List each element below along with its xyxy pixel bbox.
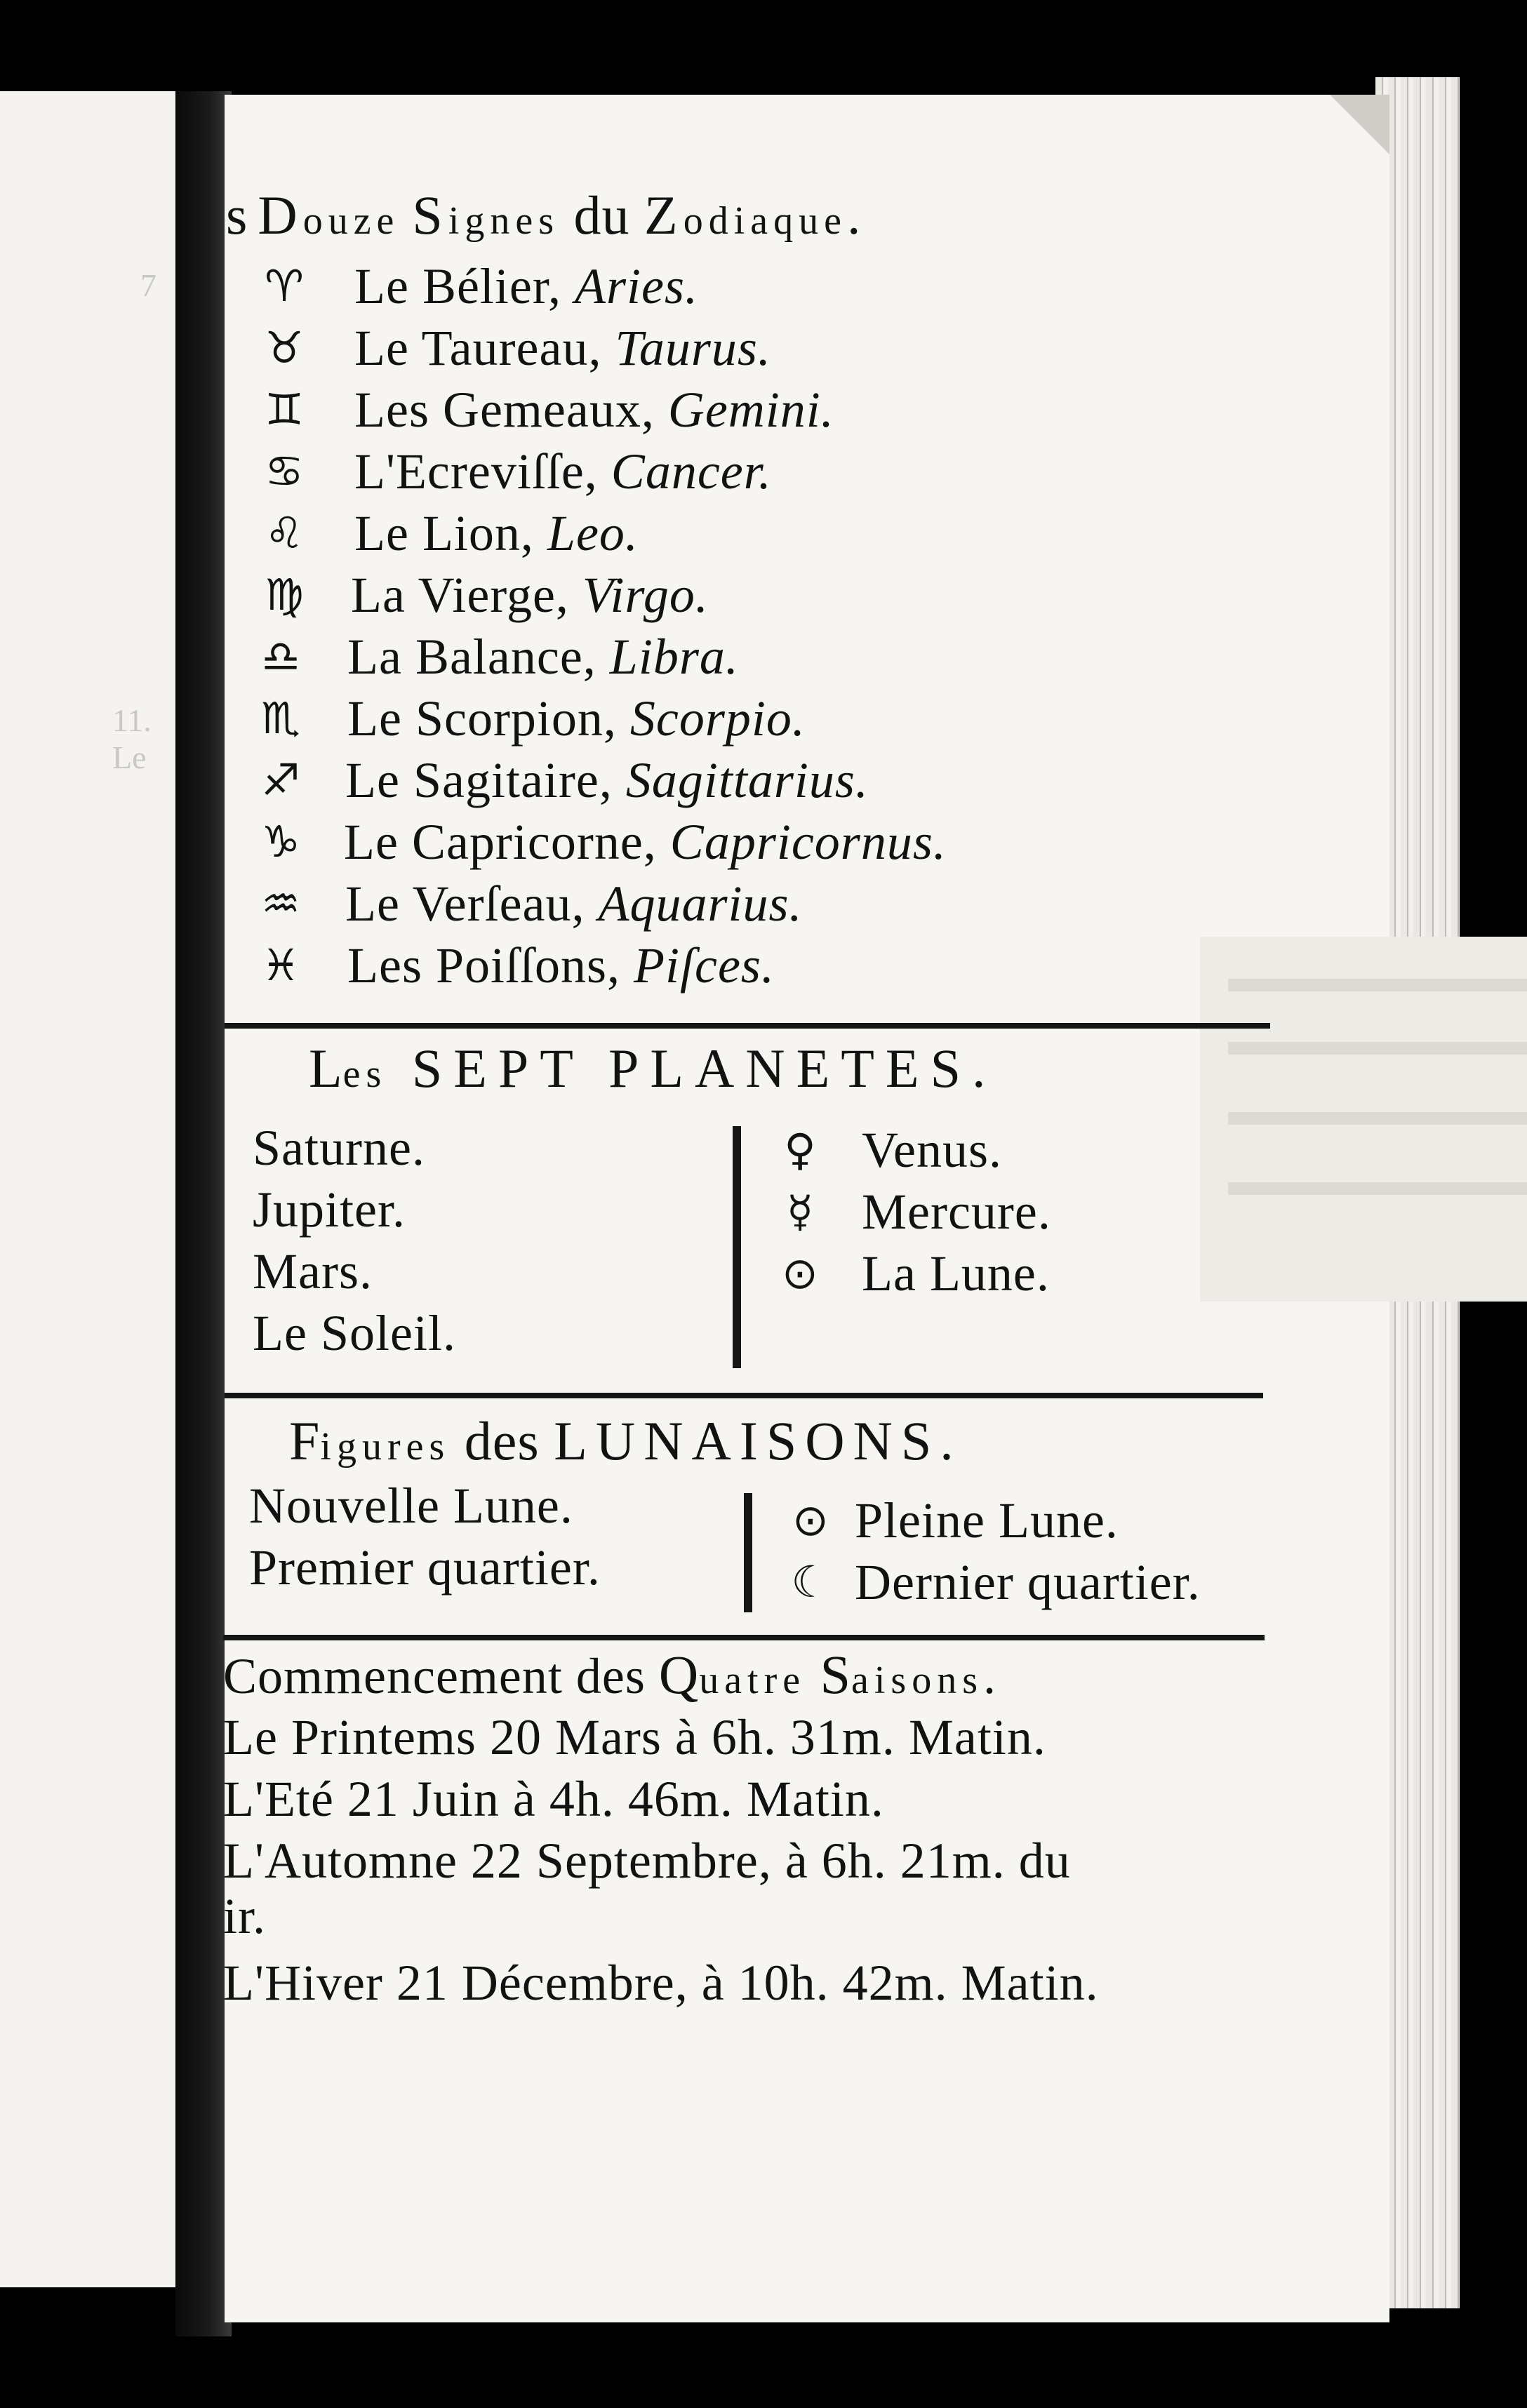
gemini-icon: ♊ bbox=[265, 384, 304, 435]
planet-name: La Lune. bbox=[862, 1245, 1050, 1302]
last-quarter-icon: ☾ bbox=[791, 1556, 830, 1607]
cancer-icon: ♋ bbox=[265, 446, 304, 497]
season-line: L'Automne 22 Septembre, à 6h. 21m. du bbox=[223, 1833, 1071, 1889]
aries-icon: ♈ bbox=[265, 260, 304, 312]
season-line: ir. bbox=[223, 1888, 267, 1944]
section-divider bbox=[223, 1635, 1265, 1640]
season-line: L'Hiver 21 Décembre, à 10h. 42m. Matin. bbox=[223, 1955, 1099, 2011]
sign-name: Les Poiſſons, Piſces. bbox=[347, 937, 775, 994]
column-divider bbox=[733, 1126, 741, 1368]
sagittarius-icon: ♐ bbox=[261, 754, 300, 805]
planet-name: Mars. bbox=[253, 1243, 373, 1299]
season-line: Le Printems 20 Mars à 6h. 31m. Matin. bbox=[223, 1709, 1046, 1765]
section-divider bbox=[225, 1023, 1270, 1029]
lunations-heading: Figures des LUNAISONS. bbox=[289, 1410, 962, 1471]
planet-name: Saturne. bbox=[253, 1120, 425, 1176]
taurus-icon: ♉ bbox=[265, 322, 304, 373]
lunation-name: Nouvelle Lune. bbox=[249, 1478, 573, 1534]
planets-heading: Les SEPT PLANETES. bbox=[309, 1038, 997, 1099]
seasons-heading: Commencement des Quatre Saisons. bbox=[223, 1644, 996, 1705]
moon-circle-icon: ⊙ bbox=[782, 1248, 818, 1299]
scorpio-icon: ♏ bbox=[261, 693, 300, 744]
page-corner-fold bbox=[1319, 95, 1389, 172]
sign-name: Le Lion, Leo. bbox=[354, 505, 639, 561]
lunation-name: Pleine Lune. bbox=[855, 1492, 1119, 1549]
sign-name: Le Capricorne, Capricornus. bbox=[344, 814, 947, 870]
left-page-bleed-text: 11. Le bbox=[112, 702, 152, 775]
show-through-patch bbox=[1200, 937, 1527, 1302]
sign-name: La Vierge, Virgo. bbox=[351, 567, 709, 623]
sign-name: L'Ecreviſſe, Cancer. bbox=[354, 443, 772, 500]
planet-name: Mercure. bbox=[862, 1184, 1051, 1240]
mercury-icon: ☿ bbox=[786, 1186, 814, 1237]
libra-icon: ♎ bbox=[261, 631, 300, 682]
season-line: L'Eté 21 Juin à 4h. 46m. Matin. bbox=[223, 1771, 884, 1827]
sign-name: Le Verſeau, Aquarius. bbox=[345, 876, 803, 932]
planet-name: Le Soleil. bbox=[253, 1305, 456, 1361]
sign-name: Le Bélier, Aries. bbox=[354, 258, 698, 314]
full-moon-icon: ⊙ bbox=[792, 1494, 829, 1546]
section-divider bbox=[225, 1393, 1263, 1398]
lunation-name: Dernier quartier. bbox=[855, 1554, 1201, 1610]
planet-name: Jupiter. bbox=[253, 1182, 406, 1238]
sign-name: Le Taureau, Taurus. bbox=[354, 320, 771, 376]
virgo-icon: ♍ bbox=[265, 569, 304, 620]
lunation-name: Premier quartier. bbox=[249, 1539, 601, 1596]
aquarius-icon: ♒ bbox=[261, 878, 300, 929]
sign-name: Les Gemeaux, Gemini. bbox=[354, 382, 834, 438]
left-page-bleed-text: 7 bbox=[140, 267, 156, 303]
left-page bbox=[0, 91, 175, 2287]
venus-icon: ♀ bbox=[784, 1124, 816, 1175]
sign-name: Le Sagitaire, Sagittarius. bbox=[345, 752, 869, 808]
sign-name: Le Scorpion, Scorpio. bbox=[347, 690, 806, 747]
capricorn-icon: ♑ bbox=[261, 816, 300, 867]
zodiac-heading: s Douze Signes du Zodiaque. bbox=[226, 185, 862, 246]
planet-name: Venus. bbox=[862, 1122, 1002, 1178]
leo-icon: ♌ bbox=[265, 507, 304, 558]
column-divider bbox=[744, 1493, 752, 1612]
sign-name: La Balance, Libra. bbox=[347, 629, 739, 685]
pisces-icon: ♓ bbox=[261, 939, 300, 991]
